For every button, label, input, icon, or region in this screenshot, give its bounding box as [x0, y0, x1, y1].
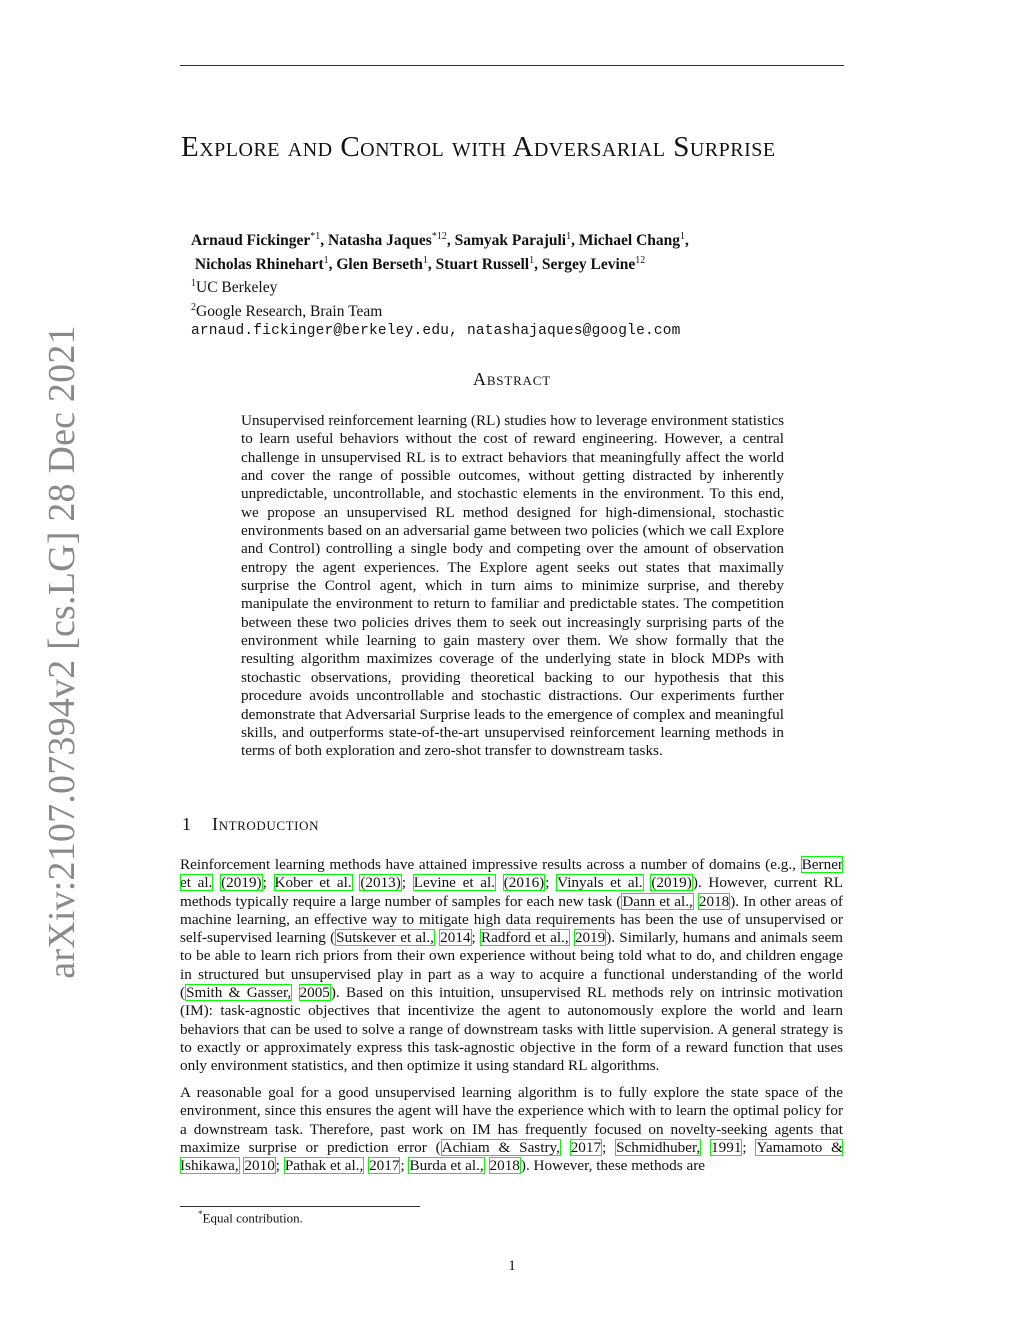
section-heading — [182, 814, 319, 835]
citation-link[interactable]: 2018 — [489, 1157, 520, 1175]
citation-link[interactable]: 2005 — [299, 984, 330, 1002]
citation-link[interactable]: Yamamoto & Ishikawa, — [180, 1138, 843, 1175]
citation-link[interactable]: 2018 — [698, 892, 730, 910]
affiliation: $^2$Google Research, Brain Team — [191, 301, 383, 321]
citation-link[interactable]: 2017 — [369, 1157, 400, 1175]
author-affil-mark: 12 — [635, 254, 646, 266]
author-name: Natasha Jaques — [328, 232, 432, 250]
paragraph: Reinforcement learning methods have attained impressive results across a number of domains (e.g., Berner et al. (2019); Kober et al. (2013); Levine et al. (2016); Vinyals et al. (2019)). However, current RL methods typically require a large number of samples for each new task (Dann et al., 2018). In other areas of machine learning, an effective way to mitigate high data requirements has been the use of unsupervised or self-supervised learning (Sutskever et al., 2014; Radford et al., 2019). Similarly, humans and animals seem to be able to learn rich priors from their own experience without being told what to do, and children engage in structured but unsupervised play in part as a way to acquire a functional understanding of the world (Smith & Gasser, 2005). Based on this intuition, unsupervised RL methods rely on intrinsic motivation (IM): task-agnostic objectives that incentivize the agent to autonomously explore the world and learn behaviors that can be used to solve a range of downstream tasks with little supervision. A general strategy is to exactly or approximately express this task-agnostic objective in the form of a reward function that uses only environment statistics, and then optimize it using standard RL algorithms. — [180, 856, 844, 1075]
footnote: *Equal contribution. — [198, 1209, 303, 1226]
paper-title: Explore and Control with Adversarial Surprise — [181, 131, 776, 163]
author-names: Arnaud Fickinger$^{*1}$, Natasha Jaques$^{*12}$, Samyak Parajuli$^1$, Michael Chang$^1$, Nicholas Rhinehart$^1$, Glen Berseth$^1$, Stuart Russell$^1$, Sergey Levine$^{12}$ — [191, 231, 689, 273]
citation-link[interactable]: (2016) — [503, 874, 545, 892]
author-affil-mark: 1 — [566, 231, 572, 242]
citation-link[interactable]: Pathak et al., — [284, 1157, 364, 1175]
citation-link[interactable]: Dann et al., — [622, 892, 693, 910]
author-name: Arnaud Fickinger — [191, 232, 311, 250]
paragraph: A reasonable goal for a good unsupervised learning algorithm is to fully explore the state space of the environment, since this ensures the agent will have the experience which with to learn the optimal policy for a downstream task. Therefore, past work on IM has frequently focused on novelty-seeking agents that maximize surprise or prediction error (Achiam & Sastry, 2017; Schmidhuber, 1991; Yamamoto & Ishikawa, 2010; Pathak et al., 2017; Burda et al., 2018). However, these methods are — [180, 1084, 843, 1175]
author-affil-mark: *12 — [431, 231, 447, 242]
author-affil-mark: *1 — [310, 231, 321, 242]
author-name: Michael Chang — [578, 232, 681, 250]
citation-link[interactable]: Achiam & Sastry, — [441, 1138, 560, 1156]
citation-link[interactable]: Berner et al. — [180, 856, 843, 892]
abstract-text: Unsupervised reinforcement learning (RL) studies how to leverage environment statistics to learn useful behaviors without the cost of reward engineering. However, a central challenge in unsupervised RL is to extract behaviors that meaningfully affect the world and cover the range of possible outcomes, without getting distracted by inherently unpredictable, uncontrollable, and stochastic elements in the environment. To this end, we propose an unsupervised RL method designed for high-dimensional, stochastic environments based on an adversarial game between two policies (which we call Explore and Control) controlling a single body and competing over the amount of observation entropy the agent experiences. The Explore agent seeks out states that maximally surprise the Control agent, which in turn aims to minimize surprise, and thereby manipulate the environment to return to familiar and predictable states. The competition between these two policies drives them to seek out increasingly surprising parts of the environment while learning to gain mastery over them. We show formally that the resulting algorithm maximizes coverage of the underlying state in block MDPs with stochastic observations, providing theoretical backing to our hypothesis that this procedure avoids uncontrollable and stochastic distractions. Our experiments further demonstrate that Adversarial Surprise leads to the emergence of complex and meaningful skills, and outperforms state-of-the-art unsupervised reinforcement learning methods in terms of both exploration and zero-shot transfer to downstream tasks. — [241, 412, 784, 760]
citation-link[interactable]: 2014 — [440, 929, 471, 947]
abstract-heading: Abstract — [473, 369, 551, 389]
citation-link[interactable]: Radford et al., — [480, 929, 569, 947]
author-name: Stuart Russell — [435, 255, 530, 273]
section-number: 1 — [182, 814, 192, 834]
citation-link[interactable]: Sutskever et al., — [336, 929, 434, 947]
author-name: Glen Berseth — [336, 255, 423, 273]
citation-link[interactable]: (2019) — [651, 874, 692, 892]
arxiv-id: arXiv:2107.07394v2 [cs.LG] 28 Dec 2021 — [41, 325, 83, 979]
author-affil-mark: 1 — [680, 231, 686, 242]
introduction-body — [180, 856, 843, 1184]
citation-link[interactable]: 2010 — [244, 1157, 275, 1175]
author-emails: arnaud.fickinger@berkeley.edu, natashajaques@google.com — [191, 322, 681, 339]
top-rule — [180, 65, 844, 66]
author-affil-mark: 1 — [323, 254, 329, 266]
author-name: Sergey Levine — [541, 255, 636, 273]
citation-link[interactable]: Kober et al. — [274, 874, 352, 892]
footnote-rule — [180, 1206, 420, 1207]
citation-link[interactable]: 2017 — [570, 1138, 602, 1156]
author-name: Nicholas Rhinehart — [194, 255, 324, 273]
citation-link[interactable]: (2013) — [360, 874, 401, 892]
citation-link[interactable]: Schmidhuber, — [616, 1138, 701, 1156]
section-title: Introduction — [212, 814, 320, 834]
citation-link[interactable]: Burda et al., — [409, 1157, 484, 1175]
citation-link[interactable]: Levine et al. — [413, 874, 496, 892]
author-affil-mark: 1 — [529, 254, 535, 266]
citation-link[interactable]: Smith & Gasser, — [186, 984, 292, 1002]
author-name: Samyak Parajuli — [454, 232, 567, 250]
citation-link[interactable]: 1991 — [711, 1138, 742, 1156]
author-block — [191, 227, 831, 341]
citation-link[interactable]: (2019) — [221, 874, 262, 892]
citation-link[interactable]: 2019 — [574, 929, 606, 947]
citation-link[interactable]: Vinyals et al. — [557, 874, 643, 892]
author-affil-mark: 1 — [422, 254, 428, 266]
affiliation: $^1$UC Berkeley — [191, 278, 278, 297]
page-number: 1 — [508, 1258, 516, 1274]
